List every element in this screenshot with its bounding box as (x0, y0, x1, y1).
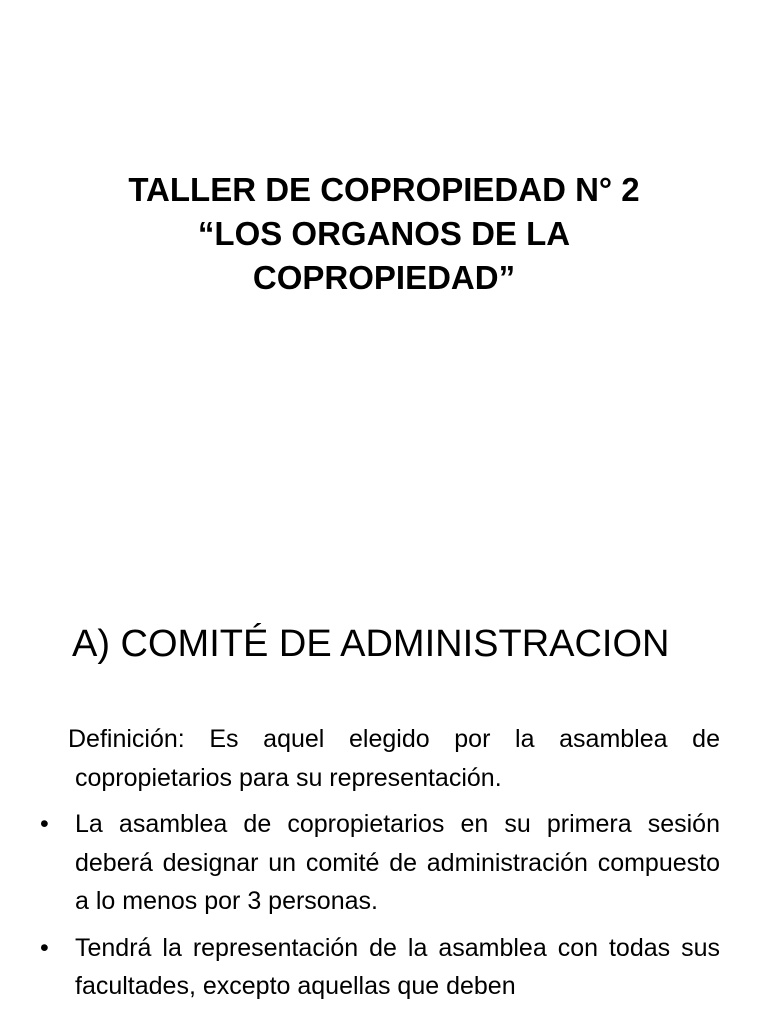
bullet-text: La asamblea de copropietarios en su primera sesión deberá designar un comité de administración compuesto a lo menos por 3 personas. (75, 810, 720, 915)
slide-title (0, 168, 768, 300)
definition-paragraph: Definición: Es aquel elegido por la asamblea de copropietarios para su representación. (68, 725, 720, 792)
slide-body (38, 720, 720, 1006)
bullet-icon: • (40, 933, 49, 962)
title-line: “LOS ORGANOS DE LA (197, 215, 571, 252)
title-line: TALLER DE COPROPIEDAD N° 2 (128, 171, 640, 208)
section-heading: A) COMITÉ DE ADMINISTRACION (72, 623, 670, 665)
bullet-icon: • (40, 810, 49, 838)
title-line: COPROPIEDAD” (252, 259, 516, 296)
content-slide (0, 512, 768, 1024)
bullet-item (38, 805, 720, 921)
bullet-item (38, 929, 720, 1006)
bullet-text: Tendrá la representación de la asamblea con todas sus facultades, excepto aquellas que deben (75, 933, 720, 1000)
